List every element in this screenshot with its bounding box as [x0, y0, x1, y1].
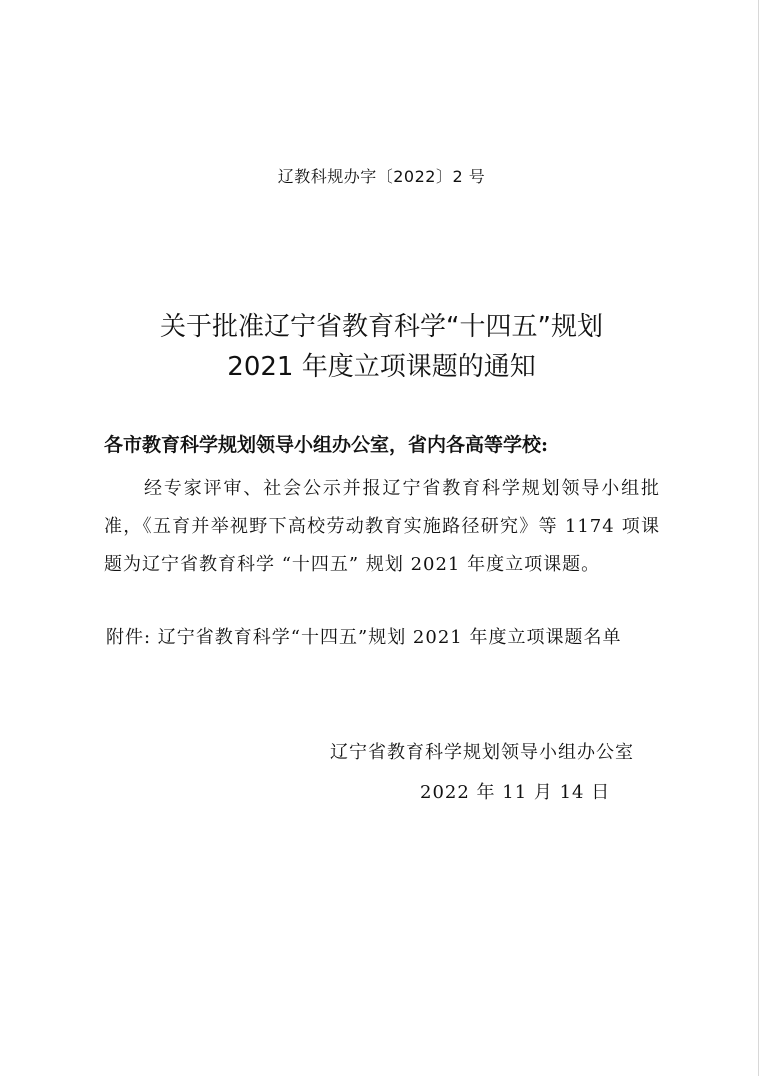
signature-date: 2022 年 11 月 14 日: [420, 782, 611, 803]
salutation: 各市教育科学规划领导小组办公室，省内各高等学校:: [104, 434, 549, 456]
document-title-line-2: 2021 年度立项课题的通知: [227, 352, 536, 382]
document-number: 辽教科规办字〔2022〕2 号: [277, 167, 486, 186]
page-edge-divider: [758, 0, 759, 1076]
signature-organization: 辽宁省教育科学规划领导小组办公室: [330, 742, 634, 763]
attachment-line: 附件: 辽宁省教育科学“十四五”规划 2021 年度立项课题名单: [106, 627, 622, 648]
document-title-line-1: 关于批准辽宁省教育科学“十四五”规划: [160, 312, 603, 342]
body-paragraph: 经专家评审、社会公示并报辽宁省教育科学规划领导小组批准，《五育并举视野下高校劳动教育实施路径研究》等 1174 项课题为辽宁省教育科学 “十四五” 规划 2021 年度立项课题。: [104, 478, 660, 575]
